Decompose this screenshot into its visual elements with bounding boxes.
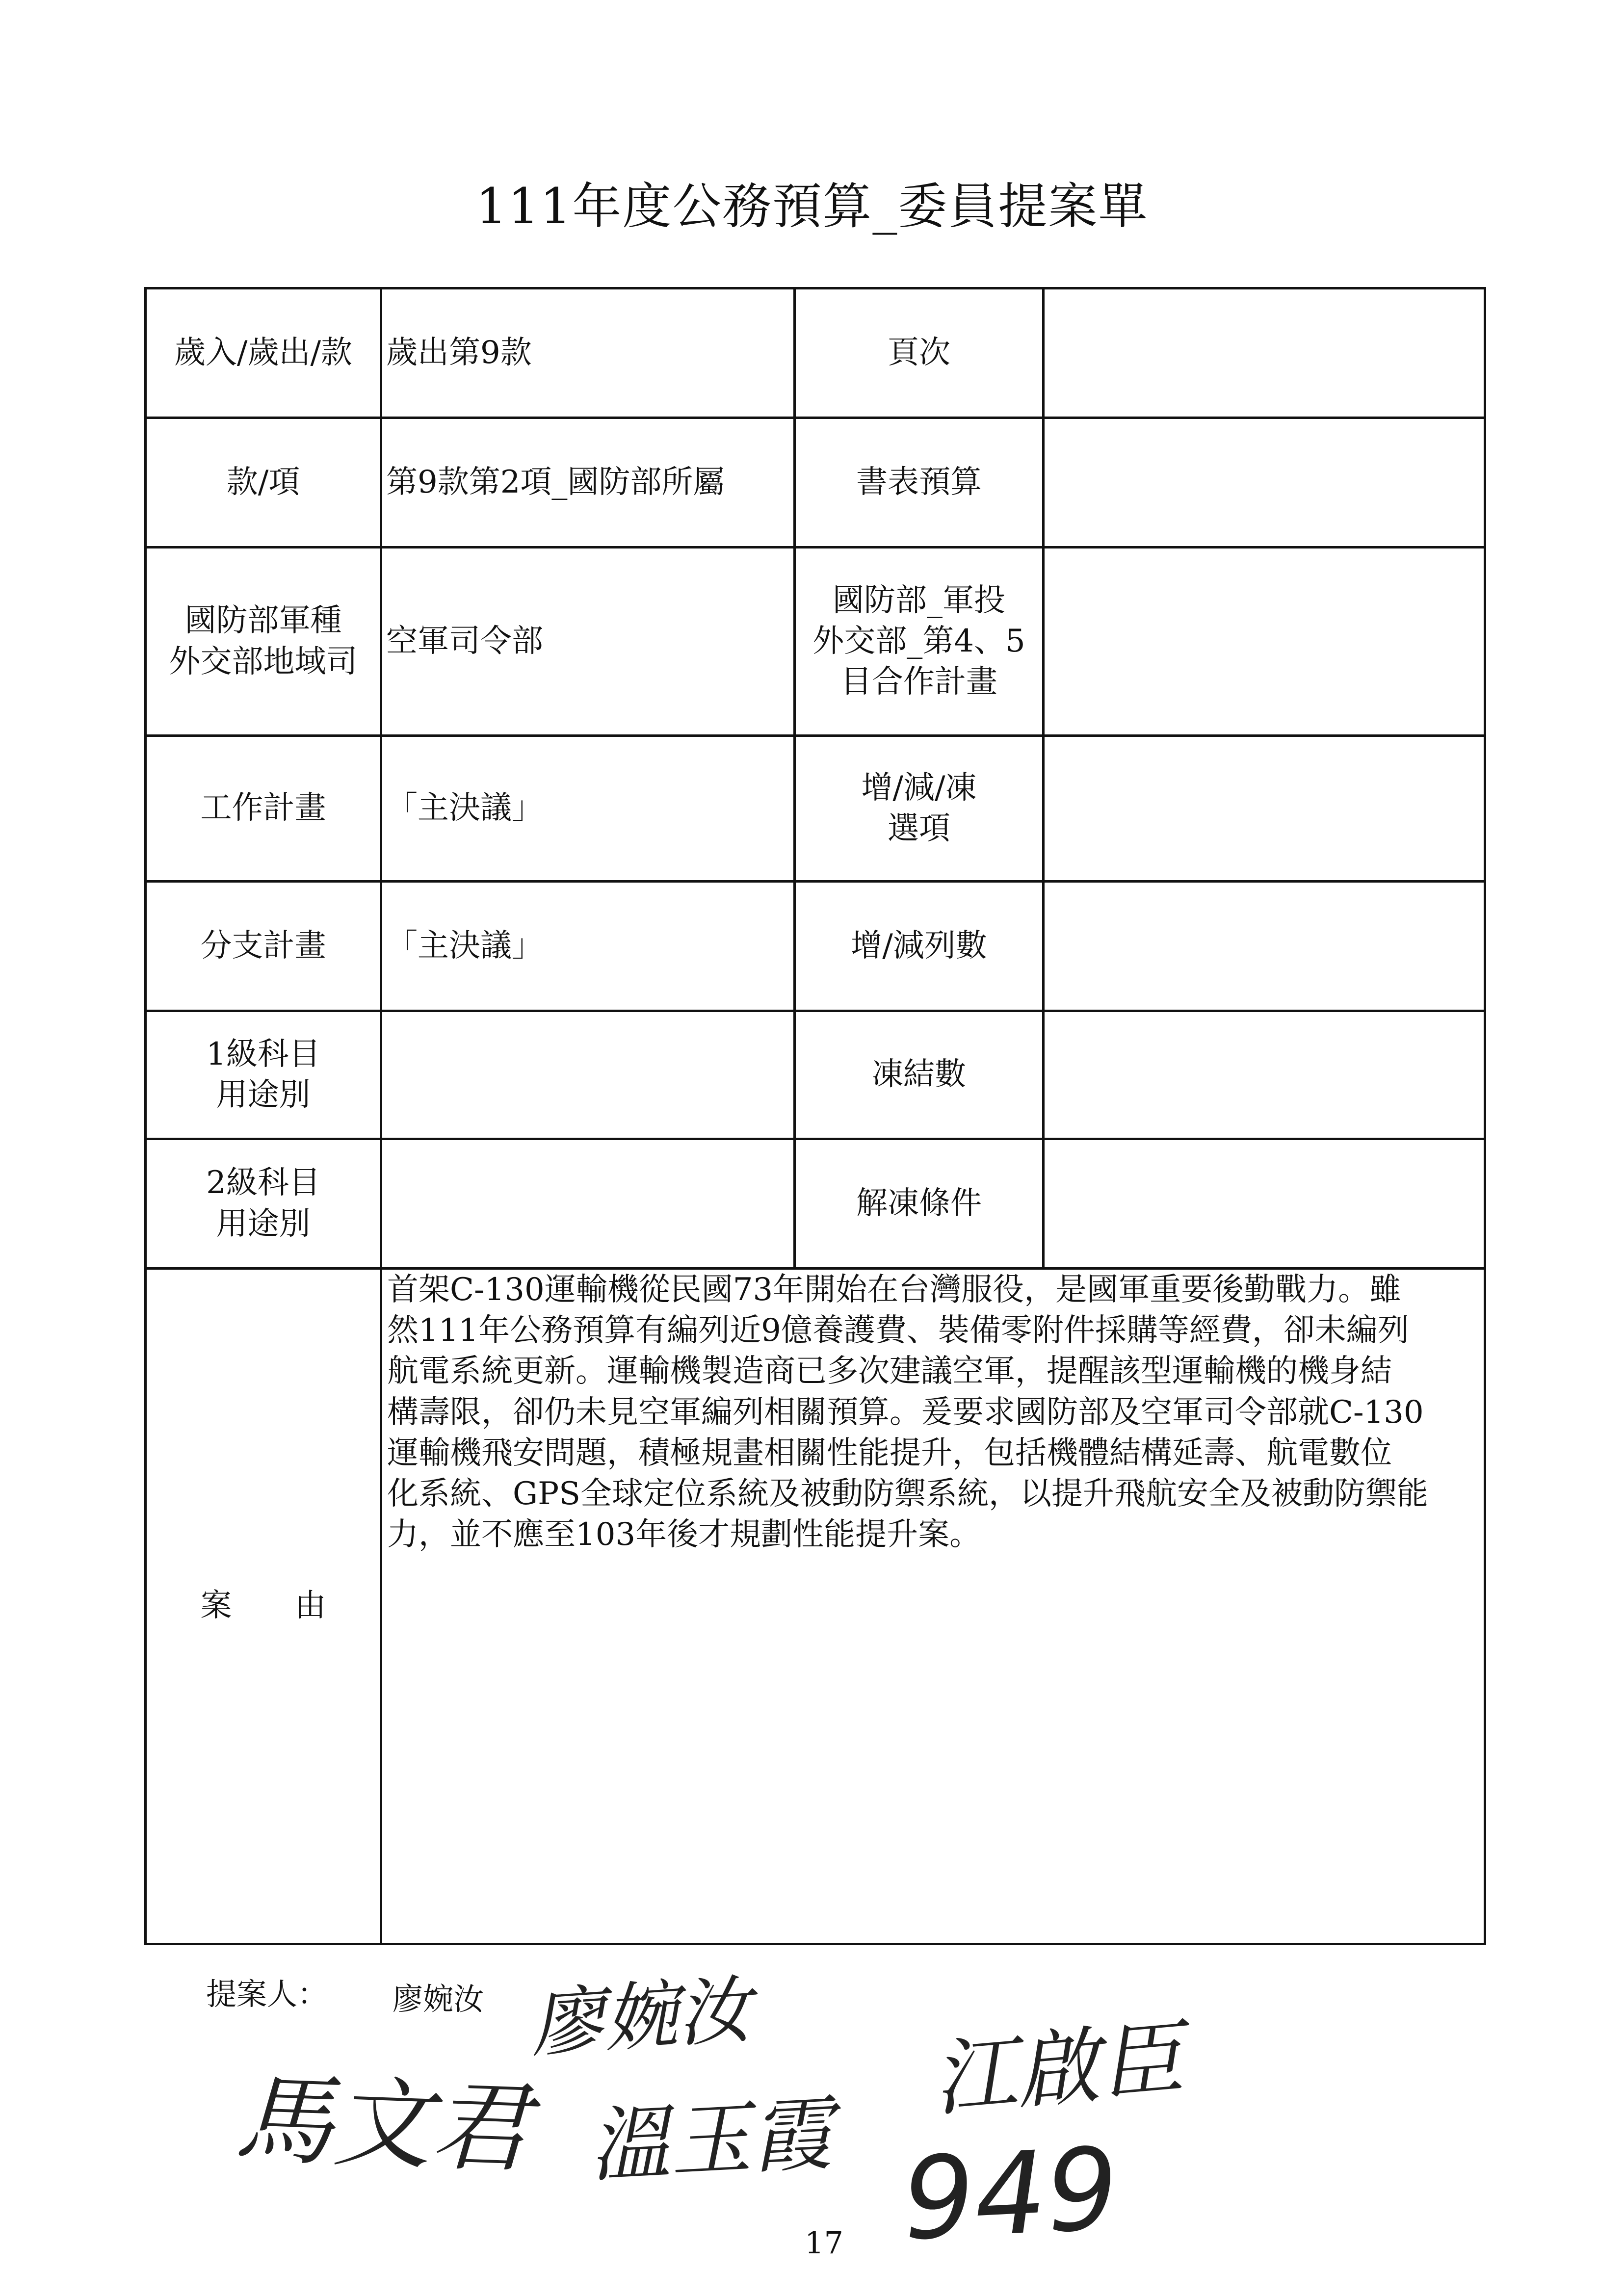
signature-2: 馬文君 xyxy=(233,2062,532,2187)
field-label: 解凍條件 xyxy=(795,1139,1044,1269)
field-value xyxy=(1044,418,1485,548)
field-label: 增/減列數 xyxy=(795,882,1044,1011)
form-row xyxy=(146,1139,1485,1269)
field-label: 2級科目 用途別 xyxy=(146,1139,381,1269)
field-value: 「主決議」 xyxy=(381,736,795,882)
handwritten-number: 949 xyxy=(899,2123,1122,2266)
field-label: 工作計畫 xyxy=(146,736,381,882)
document-title: 111年度公務預算_委員提案單 xyxy=(475,178,1149,235)
reason-line: 運輸機飛安問題，積極規畫相關性能提升，包括機體結構延壽、航電數位 xyxy=(387,1435,1392,1471)
field-value xyxy=(1044,1139,1485,1269)
proposal-form-table xyxy=(144,287,1486,1945)
field-value xyxy=(1044,882,1485,1011)
field-value: 空軍司令部 xyxy=(381,548,795,736)
signature-3: 溫玉霞 xyxy=(587,2087,835,2193)
proposer-name: 廖婉汝 xyxy=(393,1981,484,2017)
form-row xyxy=(146,1011,1485,1139)
field-label: 1級科目 用途別 xyxy=(146,1011,381,1139)
field-label: 凍結數 xyxy=(795,1011,1044,1139)
field-value xyxy=(381,1011,795,1139)
reason-line: 化系統、GPS全球定位系統及被動防禦系統，以提升飛航安全及被動防禦能 xyxy=(387,1475,1429,1512)
reason-line: 首架C-130運輸機從民國73年開始在台灣服役，是國軍重要後勤戰力。雖 xyxy=(387,1272,1401,1308)
form-row xyxy=(146,288,1485,418)
form-row xyxy=(146,736,1485,882)
signature-1: 廖婉汝 xyxy=(527,1967,754,2068)
reason-line: 構壽限，卻仍未見空軍編列相關預算。爰要求國防部及空軍司令部就C-130 xyxy=(387,1394,1424,1431)
reason-line: 然111年公務預算有編列近9億養護費、裝備零附件採購等經費，卻未編列 xyxy=(387,1312,1409,1349)
reason-line: 航電系統更新。運輸機製造商已多次建議空軍，提醒該型運輸機的機身結 xyxy=(387,1353,1392,1390)
field-value: 歲出第9款 xyxy=(381,288,795,418)
field-value: 第9款第2項_國防部所屬 xyxy=(381,418,795,548)
form-row xyxy=(146,548,1485,736)
page-number: 17 xyxy=(805,2225,843,2261)
form-row xyxy=(146,882,1485,1011)
field-label: 國防部軍種 外交部地域司 xyxy=(146,548,381,736)
field-label: 歲入/歲出/款 xyxy=(146,288,381,418)
field-value: 「主決議」 xyxy=(381,882,795,1011)
field-label: 款/項 xyxy=(146,418,381,548)
reason-row xyxy=(146,1269,1485,1944)
field-value xyxy=(1044,736,1485,882)
field-value xyxy=(1044,548,1485,736)
field-value xyxy=(1044,288,1485,418)
field-value xyxy=(1044,1011,1485,1139)
reason-line: 力，並不應至103年後才規劃性能提升案。 xyxy=(387,1516,981,1553)
field-label: 頁次 xyxy=(795,288,1044,418)
signature-4: 江啟臣 xyxy=(929,2010,1187,2129)
form-row xyxy=(146,418,1485,548)
reason-label: 案 由 xyxy=(146,1269,381,1944)
reason-text xyxy=(381,1269,1485,1944)
field-label: 增/減/凍 選項 xyxy=(795,736,1044,882)
proposer-label: 提案人： xyxy=(206,1976,328,2012)
field-label: 國防部_軍投 外交部_第4、5 目合作計畫 xyxy=(795,548,1044,736)
field-value xyxy=(381,1139,795,1269)
field-label: 書表預算 xyxy=(795,418,1044,548)
field-label: 分支計畫 xyxy=(146,882,381,1011)
